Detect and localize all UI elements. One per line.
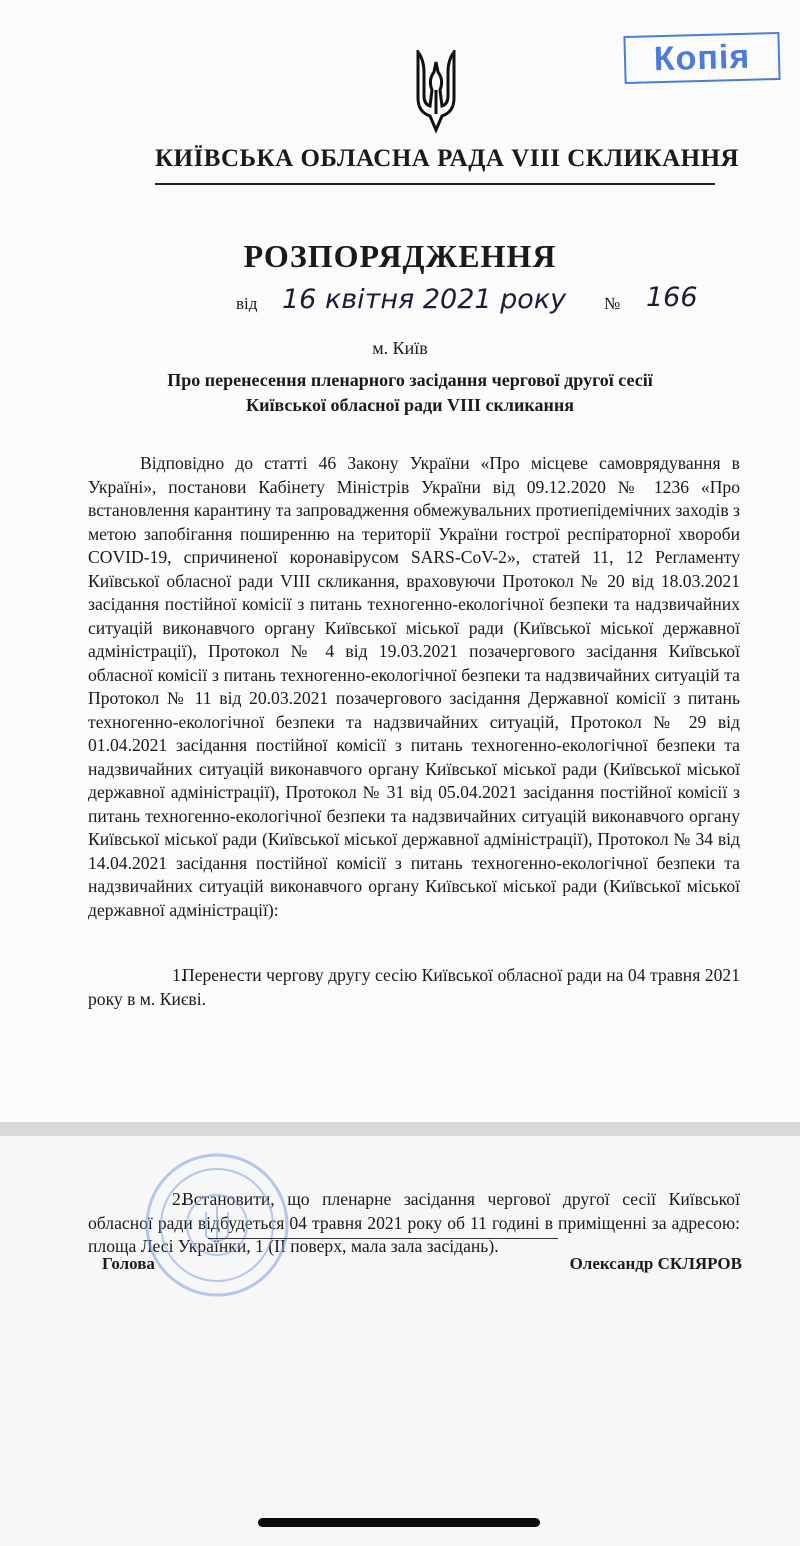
item-number: 1. — [172, 965, 186, 985]
handwritten-number: 166 — [646, 282, 698, 313]
copy-stamp: Копія — [623, 32, 780, 84]
handwritten-date: 16 квітня 2021 року — [282, 284, 567, 315]
date-prefix: від — [236, 294, 258, 313]
home-indicator-bar[interactable] — [258, 1518, 540, 1527]
subject-line-2: Київської обласної ради VIII скликання — [246, 395, 574, 415]
city: м. Київ — [372, 338, 428, 358]
preamble-paragraph: Відповідно до статті 46 Закону України «Про місцеве самоврядування в Україні», постанови Кабінету Міністрів України від 09.12.2020 № 1236 «Про встановлення карантину та запровадження обмежувальних протиепідемічних заходів з метою запобігання поширенню на території України гострої респіраторної хвороби COVID-19, спричиненої коронавірусом SARS-CoV-2», статей 11, 12 Регламенту Київської обласної ради VIII скликання, враховуючи Протокол № 20 від 18.03.2021 засідання постійної комісії з питань техногенно-екологічної безпеки та надзвичайних ситуацій виконавчого органу Київської міської ради (Київської міської державної адміністрації), Протокол № 4 від 19.03.2021 позачергового засідання Київської обласної комісії з питань техногенно-екологічної безпеки та надзвичайних ситуацій та Протокол № 11 від 20.03.2021 позачергового засідання Державної комісії з питань техногенно-екологічної безпеки та надзвичайних ситуацій, Протокол № 29 від 01.04.2021 засідання постійної комісії з питань техногенно-екологічної безпеки та надзвичайних ситуацій виконавчого органу Київської міської ради (Київської міської державної адміністрації), Протокол № 31 від 05.04.2021 засідання постійної комісії з питань техногенно-екологічної безпеки та надзвичайних ситуацій виконавчого органу Київської міської ради (Київської міської державної адміністрації), Протокол № 34 від 14.04.2021 засідання постійної комісії з питань техногенно-екологічної безпеки та надзвичайних ситуацій виконавчого органу Київської міської ради (Київської міської державної адміністрації): — [88, 453, 740, 920]
signature-block — [102, 1254, 742, 1274]
list-item — [88, 964, 740, 1011]
subject-line-1: Про перенесення пленарного засідання чергової другої сесії — [167, 370, 653, 390]
item-text: Встановити, що пленарне засідання чергової другої сесії Київської обласної ради відбудеться 04 травня 2021 року об 11 годині в приміщенні за адресою: площа Лесі Українки, 1 (ІІ поверх, мала зала засідань). — [88, 1189, 740, 1256]
number-prefix: № — [604, 294, 621, 313]
signature-line — [208, 1238, 558, 1239]
date-number-line — [236, 282, 736, 330]
council-name: КИЇВСЬКА ОБЛАСНА РАДА VIII СКЛИКАННЯ — [155, 145, 715, 185]
document-subject — [60, 368, 760, 418]
signer-name: Олександр СКЛЯРОВ — [569, 1254, 742, 1273]
signer-title: Голова — [102, 1254, 155, 1273]
item-text: Перенести чергову другу сесію Київської обласної ради на 04 травня 2021 року в м. Києві. — [88, 965, 740, 1009]
trident-emblem-icon — [414, 50, 458, 134]
official-seal-icon — [142, 1150, 292, 1300]
item-number: 2. — [172, 1189, 186, 1209]
document-type-title: РОЗПОРЯДЖЕННЯ — [243, 238, 557, 274]
